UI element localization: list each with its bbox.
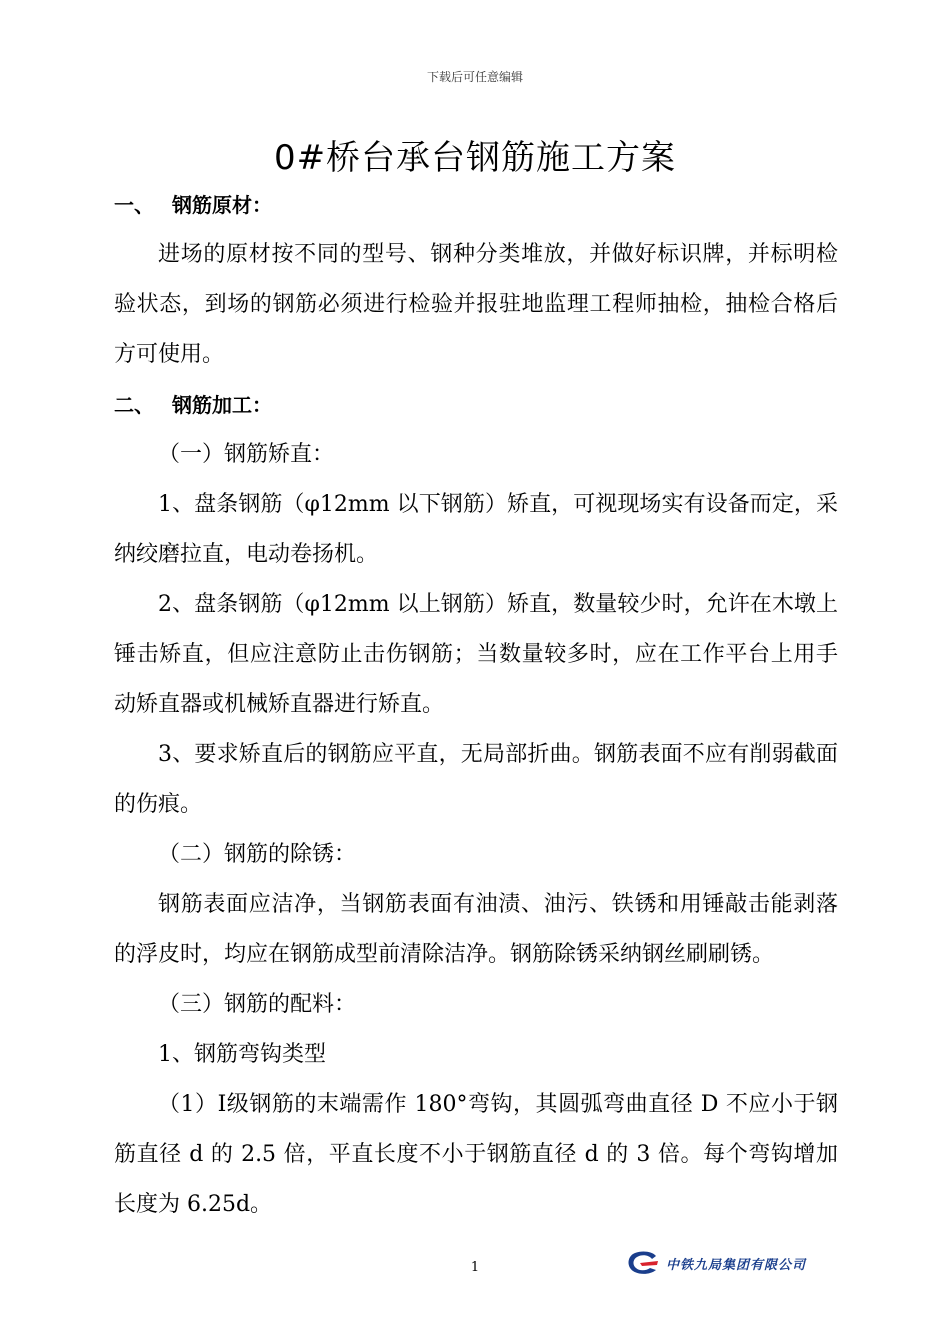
document-body xyxy=(114,180,838,1230)
section-title: 钢筋加工： xyxy=(172,393,272,417)
section-number: 一、 xyxy=(114,193,154,217)
subsection-heading: （二）钢筋的除锈： xyxy=(158,842,357,867)
paragraph: 进场的原材按不同的型号、钢种分类堆放，并做好标识牌，并标明检验状态，到场的钢筋必须进行检验并报驻地监理工程师抽检，抽检合格后方可使用。 xyxy=(114,242,838,367)
company-name: 中铁九局集团有限公司 xyxy=(666,1257,807,1273)
paragraph: 1、钢筋弯钩类型 xyxy=(158,1042,326,1067)
paragraph: 钢筋表面应洁净，当钢筋表面有油渍、油污、铁锈和用锤敲击能剥落的浮皮时，均应在钢筋成型前清除洁净。钢筋除锈采纳钢丝刷刷锈。 xyxy=(114,892,838,967)
paragraph: （1）Ⅰ级钢筋的末端需作 180°弯钩，其圆弧弯曲直径 D 不应小于钢筋直径 d 的 2.5 倍，平直长度不小于钢筋直径 d 的 3 倍。每个弯钩增加长度为 6.25d。 xyxy=(114,1092,838,1217)
section-heading-1 xyxy=(114,180,838,230)
paragraph: 2、盘条钢筋（φ12mm 以上钢筋）矫直，数量较少时，允许在木墩上锤击矫直，但应注意防止击伤钢筋；当数量较多时，应在工作平台上用手动矫直器或机械矫直器进行矫直。 xyxy=(114,592,838,717)
subsection-heading: （一）钢筋矫直： xyxy=(158,442,335,467)
company-logo-icon xyxy=(626,1250,660,1276)
page-header: 下载后可任意编辑 xyxy=(426,70,523,84)
paragraph: 1、盘条钢筋（φ12mm 以下钢筋）矫直，可视现场实有设备而定，采纳绞磨拉直，电动卷扬机。 xyxy=(114,492,838,567)
section-number: 二、 xyxy=(114,393,154,417)
paragraph: 3、要求矫直后的钢筋应平直，无局部折曲。钢筋表面不应有削弱截面的伤痕。 xyxy=(114,742,838,817)
section-title: 钢筋原材： xyxy=(172,193,272,217)
section-heading-2 xyxy=(114,380,838,430)
subsection-heading: （三）钢筋的配料： xyxy=(158,992,357,1017)
document-title: 0#桥台承台钢筋施工方案 xyxy=(273,138,677,178)
company-logo xyxy=(626,1250,806,1276)
page-number: 1 xyxy=(470,1260,480,1275)
